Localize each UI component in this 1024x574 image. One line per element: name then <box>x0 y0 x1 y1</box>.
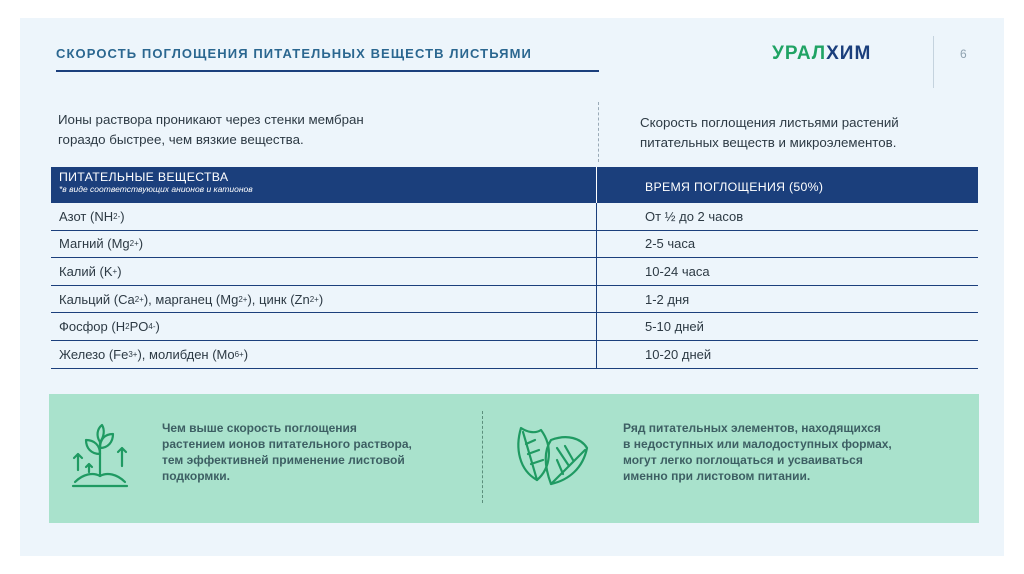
intro-left-line-2: гораздо быстрее, чем вязкие вещества. <box>58 132 304 147</box>
info-text-right <box>623 420 943 484</box>
info-line: Ряд питательных элементов, находящихся <box>623 421 881 435</box>
nutrient-text: Кальций (Ca <box>59 291 135 307</box>
time-cell: 1-2 дня <box>645 291 690 307</box>
time-cell: 10-20 дней <box>645 346 712 362</box>
superscript: 2+ <box>134 294 144 304</box>
superscript: 6+ <box>234 349 244 359</box>
info-line: могут легко поглощаться и усваиваться <box>623 453 863 467</box>
time-cell: 5-10 дней <box>645 319 704 335</box>
table-row <box>51 231 978 259</box>
time-cell: 2-5 часа <box>645 236 696 252</box>
nutrient-text: ) <box>120 208 125 224</box>
table-row <box>51 203 978 231</box>
leaves-icon <box>511 418 591 490</box>
column-header-nutrients <box>51 167 597 203</box>
info-divider <box>482 411 483 503</box>
info-line: тем эффективней применение листовой <box>162 453 405 467</box>
intro-right-line-2: питательных веществ и микроэлементов. <box>640 135 897 150</box>
nutrient-text: ) <box>117 263 122 279</box>
superscript: 2+ <box>238 294 248 304</box>
intro-right-line-1: Скорость поглощения листьями растений <box>640 115 899 130</box>
nutrient-cell <box>51 203 597 230</box>
info-line: растением ионов питательного раствора, <box>162 437 412 451</box>
nutrient-cell <box>51 231 597 258</box>
nutrients-header-label: ПИТАТЕЛЬНЫЕ ВЕЩЕСТВА <box>59 170 229 184</box>
intro-left-line-1: Ионы раствора проникают через стенки мембран <box>58 112 364 127</box>
slide <box>20 18 1004 556</box>
table-row <box>51 258 978 286</box>
time-cell: От ½ до 2 часов <box>645 208 744 224</box>
nutrient-text: ), молибден (Mo <box>137 346 235 362</box>
nutrient-table <box>51 167 978 369</box>
nutrient-text: Железо (Fe <box>59 346 129 362</box>
table-header <box>51 167 978 203</box>
nutrient-text: ), марганец (Mg <box>143 291 239 307</box>
table-row <box>51 341 978 369</box>
info-text-left <box>162 420 462 484</box>
logo-part-2: ХИМ <box>826 43 872 64</box>
nutrient-cell <box>51 341 597 368</box>
intro-right <box>640 113 960 153</box>
nutrient-cell <box>51 286 597 313</box>
logo-part-1: УРАЛ <box>772 43 827 64</box>
table-row <box>51 313 978 341</box>
intro-left <box>58 110 448 150</box>
time-cell: 10-24 часа <box>645 263 710 279</box>
info-line: именно при листовом питании. <box>623 469 811 483</box>
nutrient-text: Фосфор (H <box>59 319 126 335</box>
nutrient-text: PO <box>129 319 149 335</box>
nutrient-text: ) <box>155 319 160 335</box>
subscript: 4 <box>148 322 153 332</box>
intro-divider <box>598 102 599 162</box>
logo-divider <box>933 36 934 88</box>
nutrients-header-note: *в виде соответствующих анионов и катионов <box>59 184 253 194</box>
superscript: 2+ <box>129 239 139 249</box>
plant-growth-icon <box>69 420 131 492</box>
superscript: - <box>152 322 156 332</box>
nutrient-text: ) <box>243 346 249 362</box>
superscript: - <box>117 211 121 221</box>
title-underline <box>56 70 599 72</box>
nutrient-text: ) <box>318 291 324 307</box>
nutrient-cell <box>51 313 597 340</box>
info-line: в недоступных или малодоступных формах, <box>623 437 892 451</box>
table-row <box>51 286 978 314</box>
subscript: 2 <box>113 211 118 221</box>
page-number: 6 <box>960 47 967 61</box>
nutrient-cell <box>51 258 597 285</box>
page-title: СКОРОСТЬ ПОГЛОЩЕНИЯ ПИТАТЕЛЬНЫХ ВЕЩЕСТВ ЛИСТЬЯМИ <box>56 46 532 61</box>
nutrient-text: ) <box>138 236 144 252</box>
superscript: + <box>112 266 118 276</box>
column-header-time: ВРЕМЯ ПОГЛОЩЕНИЯ (50%) <box>645 180 824 194</box>
superscript: 2+ <box>309 294 319 304</box>
nutrient-text: ), цинк (Zn <box>247 291 310 307</box>
info-line: подкормки. <box>162 469 230 483</box>
nutrient-text: Азот (NH <box>59 208 114 224</box>
nutrient-text: Магний (Mg <box>59 236 130 252</box>
info-box <box>49 394 979 523</box>
info-line: Чем выше скорость поглощения <box>162 421 357 435</box>
logo <box>772 43 871 65</box>
nutrient-text: Калий (K <box>59 263 113 279</box>
subscript: 2 <box>125 322 130 332</box>
superscript: 3+ <box>128 349 138 359</box>
